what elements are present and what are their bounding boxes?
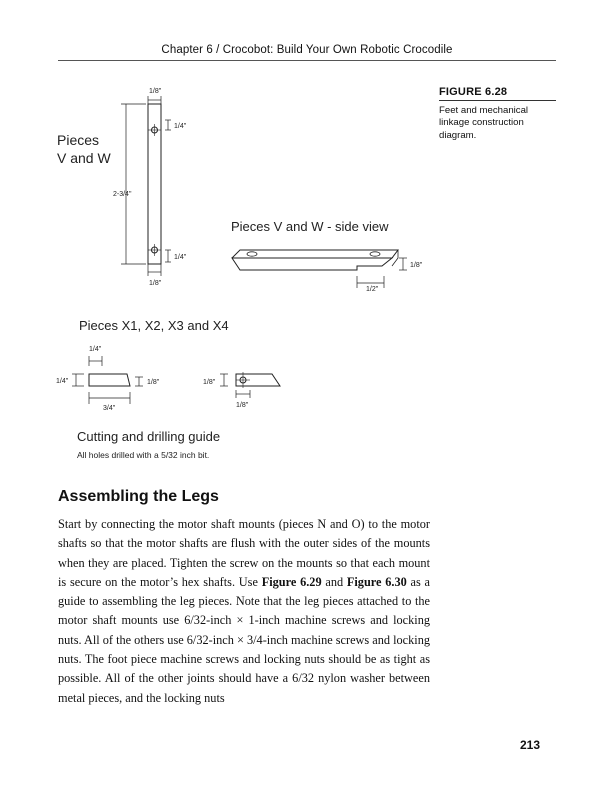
figure-label-rule	[439, 100, 556, 101]
x-dim-length: 3/4"	[103, 405, 116, 412]
running-header: Chapter 6 / Crocobot: Build Your Own Robotic Crocodile	[161, 44, 453, 56]
pieces-vw-title-1: Pieces	[57, 132, 100, 148]
guide-note: All holes drilled with a 5/32 inch bit.	[77, 450, 210, 460]
x-dim-top: 1/4"	[89, 346, 102, 353]
body-paragraph	[58, 515, 430, 708]
x-dim-mid: 1/8"	[147, 379, 160, 386]
page-number: 213	[520, 738, 541, 752]
x-dim-right-bottom: 1/8"	[236, 402, 249, 409]
construction-diagram	[0, 70, 430, 470]
body-text-part1: Start by connecting the motor shaft mounts (pieces N and O) to the motor shafts so that the motor shafts are flush with the outer sides of the mounts when they are placed. Tighten the screw on the mounts so that each mount is secure on the motor’s hex shafts. Use	[58, 517, 430, 589]
side-view-title: Pieces V and W - side view	[231, 219, 389, 234]
guide-title: Cutting and drilling guide	[77, 429, 221, 444]
body-text-and: and	[321, 574, 347, 589]
figure-caption: Feet and mechanical linkage construction diagram.	[439, 105, 529, 141]
piece-x-left	[89, 374, 130, 386]
figure-label: FIGURE 6.28	[439, 86, 508, 98]
dim-top-hole: 1/4"	[174, 123, 187, 130]
pieces-x-title: Pieces X1, X2, X3 and X4	[79, 318, 229, 333]
x-dim-left: 1/4"	[56, 378, 69, 385]
dim-bottom-hole: 1/4"	[174, 254, 187, 261]
figure-reference-6-29: Figure 6.29	[261, 574, 322, 589]
dim-length: 2-3/4"	[113, 191, 132, 198]
section-heading: Assembling the Legs	[58, 488, 219, 505]
header-rule	[58, 60, 556, 61]
dim-top-width: 1/8"	[149, 88, 162, 95]
pieces-vw-title-2: V and W	[57, 150, 111, 166]
figure-reference-6-30: Figure 6.30	[346, 574, 407, 589]
side-dim-step: 1/2"	[366, 286, 379, 293]
dim-bottom-width: 1/8"	[149, 280, 162, 287]
side-view-bar	[232, 258, 392, 270]
side-dim-thickness: 1/8"	[410, 262, 423, 269]
x-dim-right-left: 1/8"	[203, 379, 216, 386]
body-text-part2: as a guide to assembling the leg pieces. Note that the leg pieces attached to the motor shaft mounts use 6/32-inch × 1-inch machine screws and locking nuts. All of the others use 6/32-inch × 3/4-inch machine screws and locking nuts. The foot piece machine screws and locking nuts should be as tight as possible. All of the other joints should have a 6/32 nylon washer between metal pieces, and the locking nuts	[58, 574, 431, 705]
